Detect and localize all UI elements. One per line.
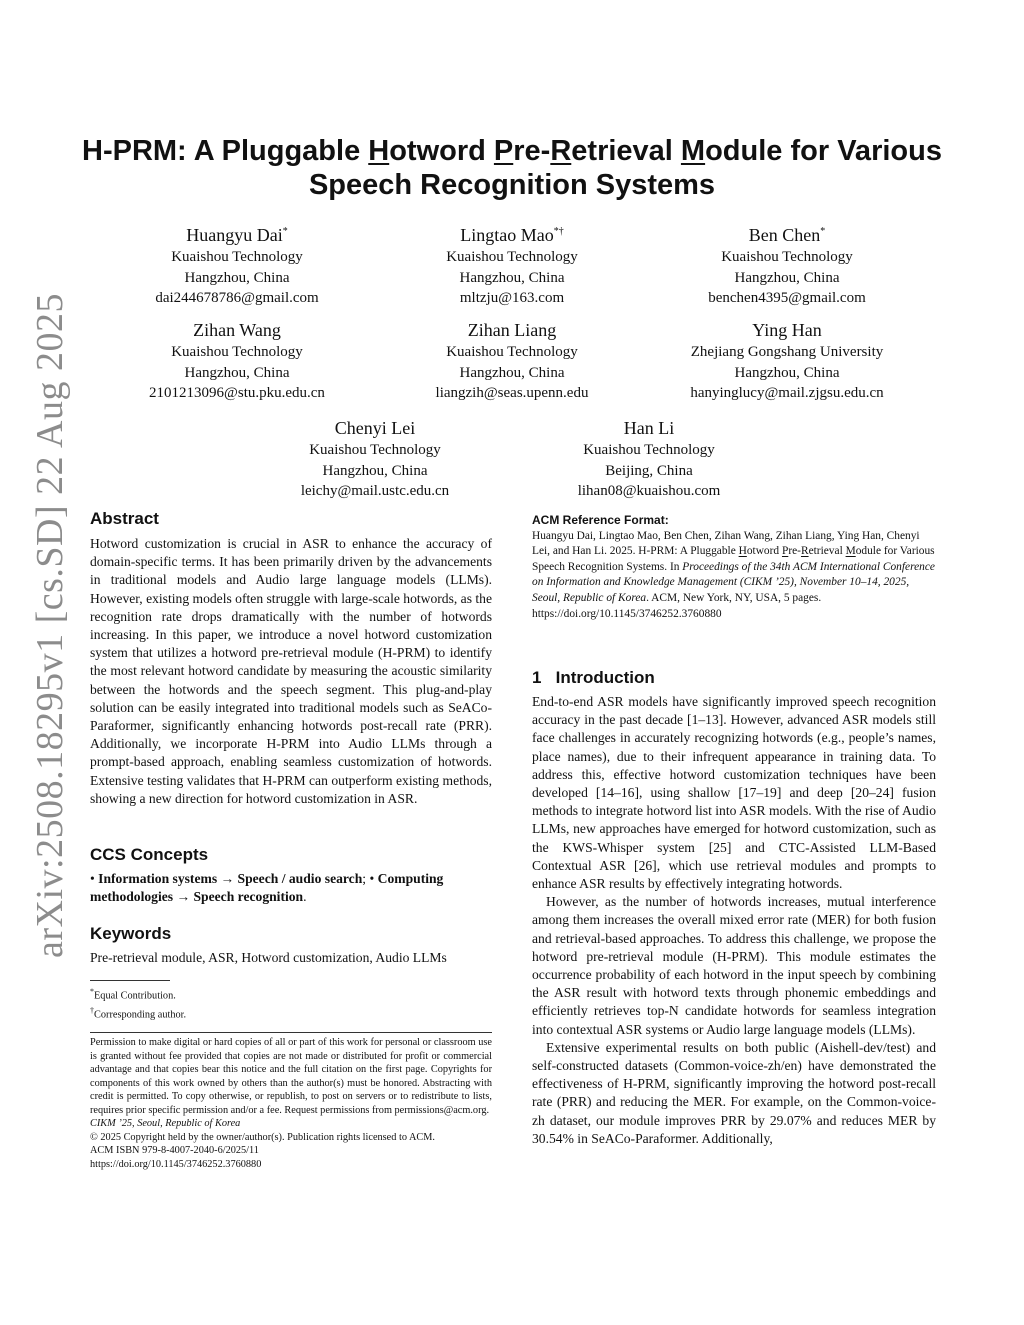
intro-paragraph-2: However, as the number of hotwords increases, mutual interference among them increases the overall mixed error rate (MER) for both fusion and retrieval-based approaches. To address this challenge, we propose the hotword pre-retrieval module (H-PRM). This module estimates the occurrence probability of each hotword in the input speech by combining the ASR result with hotword texts through phonemic embeddings and efficiently retrieves top-N candidate hotwords for seamless integration into contextual ASR systems or Audio large language models (LLMs).: [532, 894, 936, 1037]
author-block: [92, 318, 382, 404]
title-line-1: H-PRM: A Pluggable Hotword Pre-Retrieval Module for Various: [82, 135, 942, 167]
permission-divider: [90, 1032, 492, 1033]
abstract-paragraph: Hotword customization is crucial in ASR to enhance the accuracy of domain-specific terms. It has been primarily driven by the advancements in traditional models and Audio large language models (LLMs). However, existing models often struggle with large-scale hotwords, as the recognition rate drops dramatically with the number of hotwords increasing. In this paper, we introduce a novel hotword customization system that utilizes a hotword pre-retrieval module (H-PRM) to identify the most relevant hotword candidate by measuring the acoustic similarity between the hotwords and the speech segment. This plug-and-play solution can be easily integrated into traditional models such as SeACo-Paraformer, significantly enhancing hotwords post-recall rate (PRR). Additionally, we incorporate H-PRM into Audio LLMs through a prompt-based approach, enabling seamless customization of hotwords. Extensive testing validates that H-PRM can outperform existing methods, showing a new direction for hotword customization in ASR.: [90, 536, 493, 806]
ccs-heading: CCS Concepts: [90, 845, 209, 864]
author-affiliation: Kuaishou Technology: [446, 344, 578, 360]
copyright-line: © 2025 Copyright held by the owner/author(s). Publication rights licensed to ACM.: [90, 1131, 436, 1143]
keywords-text: Pre-retrieval module, ASR, Hotword customization, Audio LLMs: [90, 950, 447, 965]
intro-paragraph-3: Extensive experimental results on both public (Aishell-dev/test) and self-constructed datasets (Common-voice-zh/en) have demonstrated the effectiveness of H-PRM, significantly improving the hotword post-recall rate (PRR) and reducing the MER. For example, on the Common-voice-zh dataset, our module improves PRR by 29.07% and reduces MER by 30.54% in SeACo-Paraformer. Additionally,: [532, 1039, 936, 1146]
proceedings-title: Proceedings of the 34th ACM International Conference on Information and Knowledge Management (CIKM ’25), November 10–14, 2025, Seoul, Republic of Korea: [532, 560, 935, 604]
author-name: Ben Chen: [748, 225, 821, 245]
author-location: Hangzhou, China: [184, 364, 290, 381]
ccs-subitem: Speech / audio search: [237, 871, 363, 886]
footnotes: *Equal Contribution. †Corresponding author.: [90, 987, 187, 1021]
ccs-item: Computing methodologies: [90, 871, 444, 905]
ccs-subitem: Speech recognition: [193, 889, 304, 905]
author-block: [642, 220, 932, 309]
keywords-heading: Keywords: [90, 924, 172, 943]
acm-reference-heading: ACM Reference Format:: [532, 513, 669, 527]
author-location: Hangzhou, China: [459, 269, 565, 286]
author-affiliation: Kuaishou Technology: [446, 249, 578, 265]
footnote-equal-contribution: Equal Contribution.: [94, 990, 176, 1002]
author-name: Han Li: [623, 418, 675, 438]
abstract-heading: Abstract: [90, 509, 159, 528]
author-affiliation: Kuaishou Technology: [171, 249, 303, 265]
author-name: Ying Han: [752, 320, 822, 340]
footnote-corresponding-author: Corresponding author.: [94, 1009, 187, 1021]
footnote-divider: [90, 980, 170, 981]
author-email[interactable]: 2101213096@stu.pku.edu.cn: [149, 385, 325, 401]
author-block: [92, 220, 382, 309]
isbn-line: ACM ISBN 979-8-4007-2040-6/2025/11: [90, 1145, 259, 1156]
author-affiliation: Kuaishou Technology: [583, 442, 715, 458]
author-email[interactable]: hanyinglucy@mail.zjgsu.edu.cn: [690, 385, 884, 401]
author-location: Hangzhou, China: [184, 269, 290, 286]
author-location: Hangzhou, China: [322, 462, 428, 479]
venue-line: CIKM ’25, Seoul, Republic of Korea: [90, 1118, 241, 1129]
arrow-icon: →: [220, 871, 235, 886]
arrow-icon: →: [176, 889, 191, 905]
author-name: Zihan Liang: [467, 320, 557, 340]
author-affiliation: Kuaishou Technology: [309, 442, 441, 458]
paper-title: [80, 134, 944, 202]
author-location: Hangzhou, China: [734, 364, 840, 381]
author-location: Hangzhou, China: [459, 364, 565, 381]
author-mark: *†: [553, 226, 564, 237]
ccs-concepts: • Information systems → Speech / audio search; • Computing methodologies → Speech recognition.: [90, 871, 444, 905]
bullet: •: [90, 871, 95, 886]
title-line-2: Speech Recognition Systems: [308, 169, 716, 201]
introduction-body: [532, 693, 936, 1148]
author-block: [367, 318, 657, 404]
arxiv-identifier-stamp: arXiv:2508.18295v1 [cs.SD] 22 Aug 2025: [29, 293, 71, 958]
author-email[interactable]: liangzih@seas.upenn.edu: [435, 385, 589, 401]
author-mark: *: [820, 226, 826, 237]
author-affiliation: Zhejiang Gongshang University: [690, 344, 884, 360]
author-name: Huangyu Dai: [186, 225, 283, 245]
intro-paragraph-1: End-to-end ASR models have significantly improved speech recognition accuracy in the past decade [1–13]. However, advanced ASR models still face challenges in accurately recognizing hotwords (e.g., people’s names, place names), due to their infrequent appearance in training data. To address this, effective hotword customization techniques have been developed [14–16], using shallow [17–19] and deep [20–24] fusion methods to integrate hotword list into ASR models. With the rise of Audio LLMs, new approaches have emerged for hotword customization, such as the KWS-Whisper system [25] and CTC-Assisted LLM-Based Contextual ASR [26], which use retrieval modules and prompts to enhance ASR results by effectively integrating hotwords.: [532, 694, 936, 892]
author-name: Chenyi Lei: [334, 418, 416, 438]
ccs-item: Information systems: [98, 871, 218, 886]
introduction-heading: 1 Introduction: [532, 668, 655, 687]
author-block: [642, 318, 932, 404]
permission-text: Permission to make digital or hard copies of all or part of this work for personal or classroom use is granted without fee provided that copies are not made or distributed for profit or commercial advantage and that copies bear this notice and the full citation on the first page. Copyrights for components of this work owned by others than the author(s) must be honored. Abstracting with credit is permitted. To copy otherwise, or republish, to post on servers or to redistribute to lists, requires prior specific permission and/or a fee. Request permissions from permissions@acm.org.: [90, 1037, 492, 1116]
author-email[interactable]: mltzju@163.com: [459, 290, 565, 306]
acm-reference-text: Huangyu Dai, Lingtao Mao, Ben Chen, Zihan Wang, Zihan Liang, Ying Han, Chenyi Lei, and Han Li. 2025. H-PRM: A Pluggable Hotword Pre-Retrieval Module for Various Speech Recognition Systems. In Proceedings of the 34th ACM International Conference on Information and Knowledge Management (CIKM ’25), November 10–14, 2025, Seoul, Republic of Korea. ACM, New York, NY, USA, 5 pages. https://doi.org/10.1145/3746252.3760880: [532, 529, 935, 620]
author-email[interactable]: leichy@mail.ustc.edu.cn: [300, 483, 450, 499]
permission-block: [90, 1036, 492, 1171]
author-block: [367, 220, 657, 309]
author-affiliation: Kuaishou Technology: [171, 344, 303, 360]
author-email[interactable]: benchen4395@gmail.com: [708, 290, 866, 306]
author-location: Hangzhou, China: [734, 269, 840, 286]
doi-link[interactable]: https://doi.org/10.1145/3746252.3760880: [90, 1158, 262, 1170]
author-block: [230, 416, 520, 502]
bullet: •: [369, 871, 375, 886]
author-affiliation: Kuaishou Technology: [721, 249, 853, 265]
acm-reference-format: [532, 513, 936, 622]
author-name: Zihan Wang: [193, 320, 281, 340]
abstract-text: [90, 535, 492, 808]
author-block: [504, 416, 794, 502]
author-email[interactable]: lihan08@kuaishou.com: [577, 483, 721, 499]
author-mark: *: [282, 226, 288, 237]
author-location: Beijing, China: [605, 462, 693, 479]
author-email[interactable]: dai244678786@gmail.com: [155, 290, 319, 306]
author-name: Lingtao Mao: [460, 225, 554, 245]
